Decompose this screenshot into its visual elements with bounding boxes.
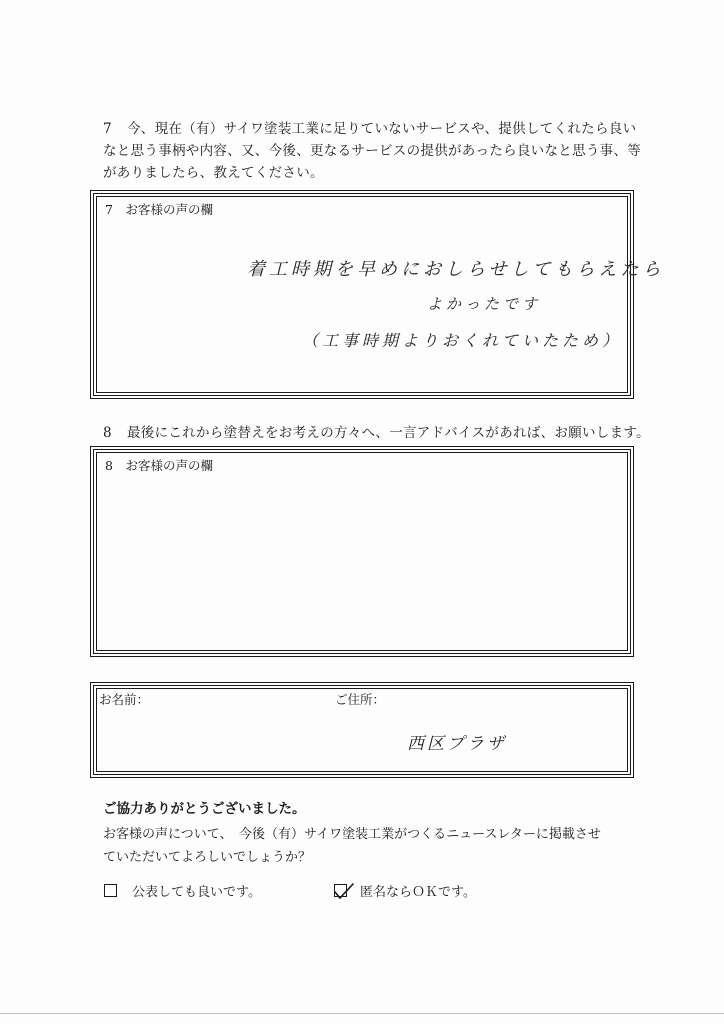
q8-answer-box[interactable] xyxy=(93,449,631,654)
q7-line-1: 7 今、現在（有）サイワ塗装工業に足りていないサービスや、提供してくれたら良い xyxy=(103,118,641,140)
q7-line-2: なと思う事柄や内容、又、今後、更なるサービスの提供があったら良いなと思う事、等 xyxy=(103,143,642,159)
q8-number: 8 xyxy=(103,425,112,441)
address-label: ご住所： xyxy=(335,692,386,707)
address-handwriting: 西区プラザ xyxy=(407,734,507,754)
q7-prompt xyxy=(103,118,641,184)
q8-box-label: 8 お客様の声の欄 xyxy=(105,458,213,473)
option-public-label: 公表しても良いです。 xyxy=(132,885,261,900)
publish-question-line-2: ていただいてよろしいでしょうか？ xyxy=(103,850,312,865)
option-anonymous-label: 匿名ならＯＫです。 xyxy=(360,885,476,900)
q7-answer-box[interactable] xyxy=(93,193,665,396)
option-anonymous-checkbox[interactable] xyxy=(334,884,347,897)
q7-handwriting-line-1: 着工時期を早めにおしらせしてもらえたら xyxy=(247,259,665,280)
publish-question-line-1: お客様の声について、 今後（有）サイワ塗装工業がつくるニュースレターに掲載させ xyxy=(103,827,601,842)
q7-number: 7 xyxy=(103,121,112,137)
q7-handwriting-line-2: よかったです xyxy=(427,295,542,313)
check-mark-icon xyxy=(333,881,355,901)
q7-box-label: 7 お客様の声の欄 xyxy=(105,202,213,217)
q8-prompt: 8 最後にこれから塗替えをお考えの方々へ、一言アドバイスがあれば、お願いします。 xyxy=(103,422,650,444)
q7-handwriting-line-3: （工事時期よりおくれていたため） xyxy=(302,331,623,350)
q7-line-3: がありましたら、教えてください。 xyxy=(103,165,324,181)
thanks-heading: ご協力ありがとうございました。 xyxy=(103,801,306,817)
name-label: お名前： xyxy=(99,692,150,707)
contact-info-box[interactable] xyxy=(93,685,631,775)
publish-question xyxy=(103,823,601,869)
option-public-checkbox[interactable] xyxy=(104,884,117,897)
scan-edge-line xyxy=(0,1013,724,1014)
